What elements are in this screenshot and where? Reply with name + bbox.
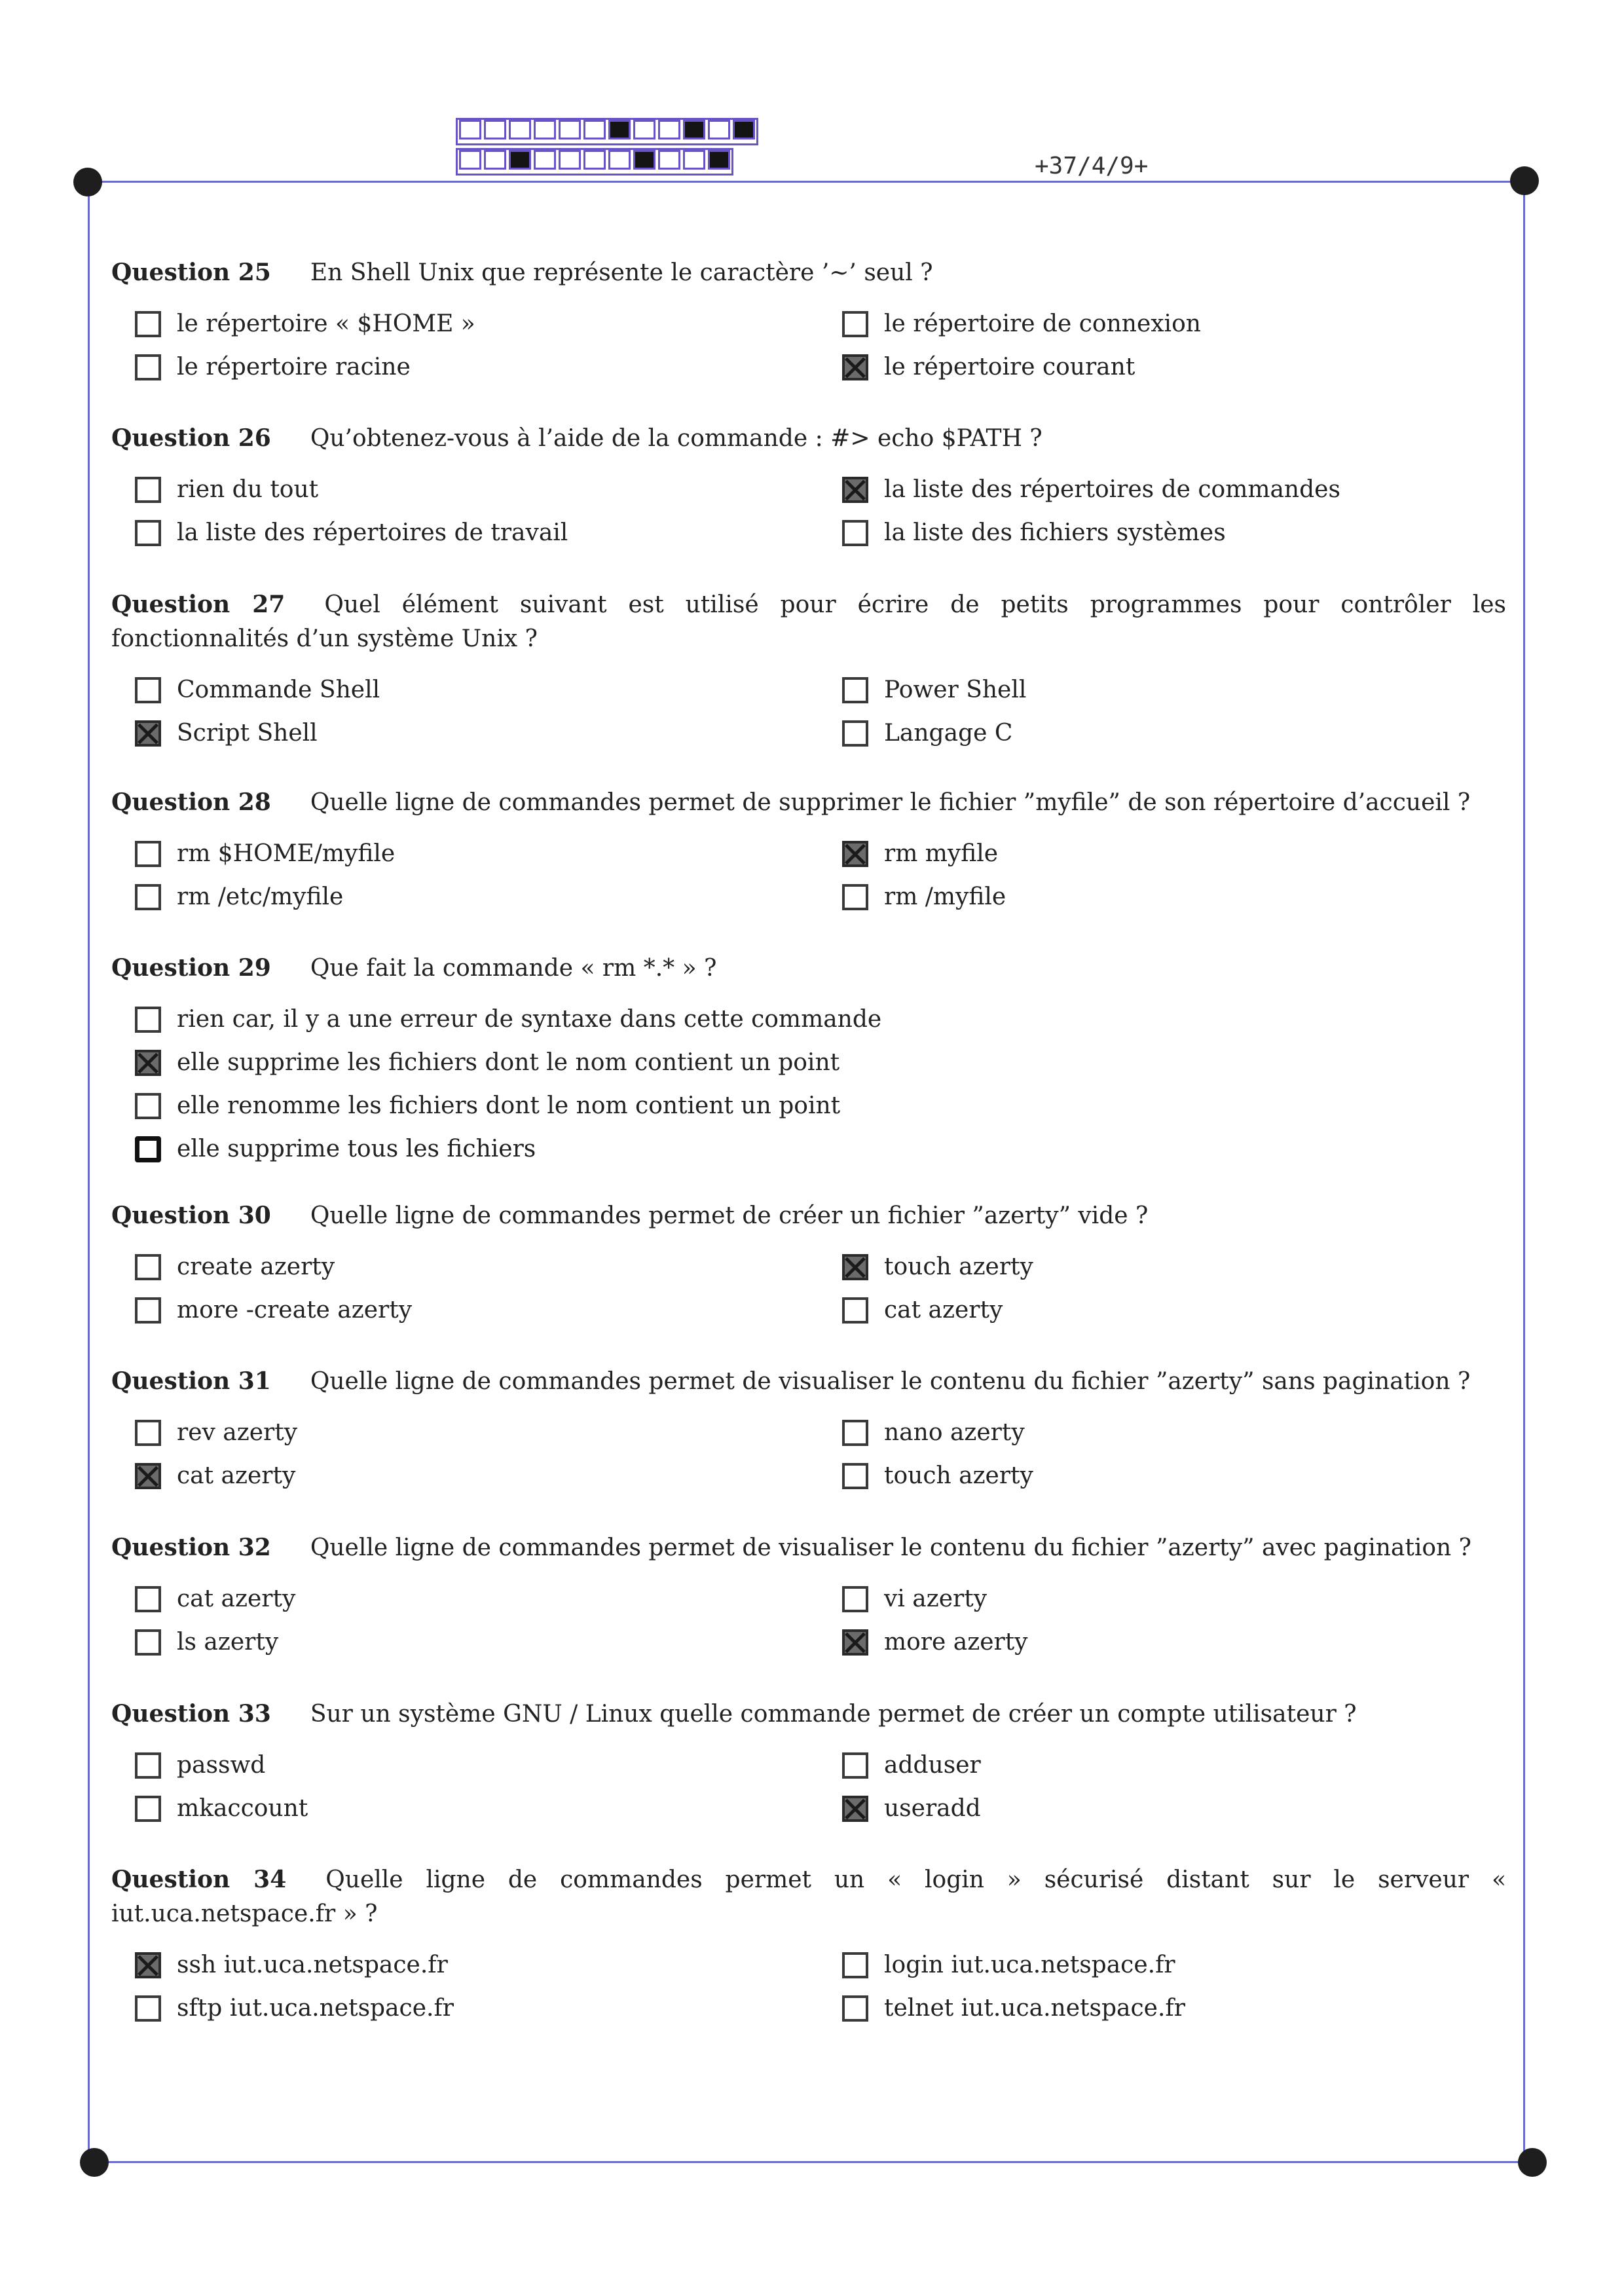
code-cell	[708, 150, 730, 170]
answer-label: rien du tout	[177, 476, 319, 503]
answer-label: more -create azerty	[177, 1297, 413, 1324]
answer-label: le répertoire racine	[177, 354, 411, 380]
answer-label: Script Shell	[177, 720, 318, 747]
answer-option[interactable]	[111, 1417, 819, 1449]
answer-list	[111, 838, 1506, 913]
answer-label: login iut.uca.netspace.fr	[884, 1952, 1175, 1978]
empty-checkbox-icon[interactable]	[135, 1136, 161, 1162]
question-text: Quel élément suivant est utilisé pour écrire de petits programmes pour contrôler les fonctionnalités d’un système Unix ?	[111, 591, 1507, 652]
question-text: Quelle ligne de commandes permet de visualiser le contenu du fichier ”azerty” sans pagination ?	[310, 1368, 1471, 1395]
checked-box-icon[interactable]	[842, 1629, 868, 1656]
question-heading	[111, 1530, 1506, 1565]
code-cell	[509, 120, 531, 139]
empty-checkbox-icon[interactable]	[135, 1007, 161, 1033]
question-text: Quelle ligne de commandes permet de visualiser le contenu du fichier ”azerty” avec pagination ?	[310, 1534, 1471, 1561]
answer-option[interactable]	[111, 1134, 1506, 1165]
answer-label: rm /myfile	[884, 883, 1006, 910]
answer-label: mkaccount	[177, 1795, 308, 1822]
page-id: +37/4/9+	[1035, 153, 1149, 179]
empty-checkbox-icon[interactable]	[135, 1297, 161, 1324]
checked-box-icon[interactable]	[135, 720, 161, 747]
frame-top	[88, 181, 1523, 183]
answer-option[interactable]	[111, 1950, 819, 1981]
empty-checkbox-icon[interactable]	[135, 1752, 161, 1779]
empty-checkbox-icon[interactable]	[842, 1420, 868, 1446]
answer-label: sftp iut.uca.netspace.fr	[177, 1995, 454, 2022]
checked-box-icon[interactable]	[135, 1463, 161, 1489]
answer-label: la liste des répertoires de travail	[177, 519, 568, 546]
answer-label: rien car, il y a une erreur de syntaxe dans cette commande	[177, 1006, 882, 1033]
empty-checkbox-icon[interactable]	[135, 1093, 161, 1119]
question-block	[111, 1198, 1506, 1326]
answer-label: rm myfile	[884, 840, 999, 867]
code-cell	[633, 150, 655, 170]
code-cell	[708, 120, 730, 139]
page-code-row-bottom	[456, 148, 733, 176]
question-heading	[111, 951, 1506, 986]
answer-option[interactable]	[111, 474, 819, 506]
answer-option[interactable]	[111, 1750, 819, 1781]
empty-checkbox-icon[interactable]	[842, 1995, 868, 2022]
code-cell	[484, 120, 506, 139]
question-text: Quelle ligne de commandes permet de créer un fichier ”azerty” vide ?	[310, 1202, 1149, 1229]
answer-option[interactable]	[819, 1793, 1506, 1824]
question-block	[111, 1862, 1506, 2024]
empty-checkbox-icon[interactable]	[135, 354, 161, 380]
answer-label: cat azerty	[177, 1462, 296, 1489]
question-text: Qu’obtenez-vous à l’aide de la commande : #> echo $PATH ?	[310, 425, 1043, 452]
answer-label: Power Shell	[884, 676, 1027, 703]
question-number: Question 28	[111, 788, 271, 816]
question-heading	[111, 1364, 1506, 1399]
question-heading	[111, 1862, 1506, 1931]
empty-checkbox-icon[interactable]	[135, 841, 161, 867]
corner-mark-top-left	[73, 168, 102, 196]
answer-option[interactable]	[819, 1251, 1506, 1283]
answer-label: elle renomme les fichiers dont le nom contient un point	[177, 1092, 841, 1119]
empty-checkbox-icon[interactable]	[135, 677, 161, 703]
empty-checkbox-icon[interactable]	[842, 1297, 868, 1324]
empty-checkbox-icon[interactable]	[842, 720, 868, 747]
answer-label: rm /etc/myfile	[177, 883, 344, 910]
question-text: Que fait la commande « rm *.* » ?	[310, 955, 717, 982]
empty-checkbox-icon[interactable]	[135, 1629, 161, 1656]
corner-mark-top-right	[1510, 166, 1539, 195]
corner-mark-bottom-left	[80, 2148, 109, 2177]
answer-list	[111, 308, 1506, 383]
question-text: Sur un système GNU / Linux quelle commande permet de créer un compte utilisateur ?	[310, 1701, 1357, 1728]
answer-option[interactable]	[111, 1793, 819, 1824]
answer-option[interactable]	[819, 1583, 1506, 1615]
empty-checkbox-icon[interactable]	[135, 1995, 161, 2022]
answer-option[interactable]	[111, 1627, 819, 1658]
empty-checkbox-icon[interactable]	[842, 520, 868, 546]
code-cell	[534, 120, 556, 139]
answer-option[interactable]	[111, 1583, 819, 1615]
answer-option[interactable]	[819, 1460, 1506, 1492]
empty-checkbox-icon[interactable]	[135, 1254, 161, 1280]
empty-checkbox-icon[interactable]	[135, 1796, 161, 1822]
answer-option[interactable]	[111, 1251, 819, 1283]
answer-option[interactable]	[819, 517, 1506, 549]
code-cell	[683, 120, 705, 139]
answer-option[interactable]	[111, 881, 819, 913]
question-text: Quelle ligne de commandes permet un « login » sécurisé distant sur le serveur « iut.uca.netspace.fr » ?	[111, 1866, 1506, 1927]
answer-option[interactable]	[819, 881, 1506, 913]
question-number: Question 29	[111, 954, 271, 982]
code-cell	[733, 120, 755, 139]
empty-checkbox-icon[interactable]	[135, 884, 161, 910]
answer-option[interactable]	[819, 474, 1506, 506]
question-heading	[111, 255, 1506, 290]
question-heading	[111, 1198, 1506, 1233]
empty-checkbox-icon[interactable]	[842, 1586, 868, 1612]
empty-checkbox-icon[interactable]	[842, 1463, 868, 1489]
question-heading	[111, 785, 1506, 820]
answer-option[interactable]	[111, 517, 819, 549]
checked-box-icon[interactable]	[842, 354, 868, 380]
answer-label: telnet iut.uca.netspace.fr	[884, 1995, 1185, 2022]
question-heading	[111, 587, 1506, 656]
answer-label: cat azerty	[884, 1297, 1003, 1324]
empty-checkbox-icon[interactable]	[842, 677, 868, 703]
answer-option[interactable]	[819, 1950, 1506, 1981]
answer-option[interactable]	[819, 1993, 1506, 2024]
answer-label: cat azerty	[177, 1585, 296, 1612]
question-heading	[111, 1697, 1506, 1731]
code-cell	[559, 150, 581, 170]
answer-label: more azerty	[884, 1629, 1028, 1656]
answer-label: nano azerty	[884, 1419, 1025, 1446]
answer-label: elle supprime tous les fichiers	[177, 1136, 536, 1162]
empty-checkbox-icon[interactable]	[842, 1752, 868, 1779]
question-block	[111, 1364, 1506, 1492]
empty-checkbox-icon[interactable]	[135, 477, 161, 503]
question-block	[111, 951, 1506, 1165]
answer-label: Commande Shell	[177, 676, 380, 703]
checked-box-icon[interactable]	[135, 1952, 161, 1978]
empty-checkbox-icon[interactable]	[842, 311, 868, 337]
frame-right	[1523, 181, 1525, 2162]
frame-left	[88, 181, 90, 2162]
checked-box-icon[interactable]	[842, 841, 868, 867]
answer-label: le répertoire « $HOME »	[177, 310, 475, 337]
answer-list	[111, 474, 1506, 549]
code-cell	[583, 120, 606, 139]
answer-label: touch azerty	[884, 1462, 1033, 1489]
empty-checkbox-icon[interactable]	[135, 1420, 161, 1446]
answer-option[interactable]	[111, 718, 819, 749]
question-block	[111, 587, 1506, 749]
answer-option[interactable]	[111, 1004, 1506, 1035]
answer-list	[111, 675, 1506, 749]
question-number: Question 34	[111, 1866, 287, 1893]
answer-option[interactable]	[111, 1460, 819, 1492]
question-number: Question 25	[111, 259, 271, 286]
answer-option[interactable]	[111, 1295, 819, 1326]
answer-option[interactable]	[819, 1750, 1506, 1781]
answer-list	[111, 1251, 1506, 1326]
code-cell	[459, 150, 481, 170]
answer-label: ls azerty	[177, 1629, 279, 1656]
code-cell	[608, 120, 631, 139]
empty-checkbox-icon[interactable]	[135, 1586, 161, 1612]
answer-label: la liste des fichiers systèmes	[884, 519, 1226, 546]
answer-label: adduser	[884, 1752, 981, 1779]
frame-bottom	[94, 2161, 1532, 2163]
answer-label: create azerty	[177, 1253, 335, 1280]
answer-label: useradd	[884, 1795, 981, 1822]
answer-option[interactable]	[111, 1047, 1506, 1079]
question-number: Question 30	[111, 1202, 271, 1229]
code-cell	[683, 150, 705, 170]
answer-list	[111, 1950, 1506, 2024]
answer-list	[111, 1004, 1506, 1165]
checked-box-icon[interactable]	[842, 1254, 868, 1280]
answer-list	[111, 1583, 1506, 1658]
answer-list	[111, 1417, 1506, 1492]
answer-option[interactable]	[819, 718, 1506, 749]
answer-option[interactable]	[111, 1090, 1506, 1122]
answer-option[interactable]	[819, 1417, 1506, 1449]
question-number: Question 32	[111, 1534, 271, 1561]
answer-option[interactable]	[819, 1627, 1506, 1658]
answer-label: vi azerty	[884, 1585, 987, 1612]
answer-option[interactable]	[819, 675, 1506, 706]
code-cell	[484, 150, 506, 170]
answer-label: rm $HOME/myfile	[177, 840, 396, 867]
question-block	[111, 1697, 1506, 1824]
answer-option[interactable]	[819, 838, 1506, 870]
answer-option[interactable]	[111, 308, 819, 340]
empty-checkbox-icon[interactable]	[842, 1952, 868, 1978]
code-cell	[559, 120, 581, 139]
answer-label: ssh iut.uca.netspace.fr	[177, 1952, 448, 1978]
question-number: Question 27	[111, 591, 286, 618]
answer-option[interactable]	[111, 1993, 819, 2024]
question-number: Question 31	[111, 1367, 271, 1395]
question-number: Question 33	[111, 1700, 271, 1728]
answer-label: le répertoire de connexion	[884, 310, 1201, 337]
answer-label: elle supprime les fichiers dont le nom contient un point	[177, 1049, 840, 1076]
answer-option[interactable]	[819, 352, 1506, 383]
answer-option[interactable]	[111, 352, 819, 383]
answer-label: passwd	[177, 1752, 266, 1779]
question-block	[111, 421, 1506, 549]
answer-option[interactable]	[111, 838, 819, 870]
checked-box-icon[interactable]	[135, 1050, 161, 1076]
answer-option[interactable]	[819, 1295, 1506, 1326]
answer-list	[111, 1750, 1506, 1824]
code-cell	[633, 120, 655, 139]
code-cell	[534, 150, 556, 170]
answer-option[interactable]	[111, 675, 819, 706]
code-cell	[509, 150, 531, 170]
answer-label: rev azerty	[177, 1419, 298, 1446]
answer-label: Langage C	[884, 720, 1013, 747]
question-block	[111, 1530, 1506, 1658]
code-cell	[608, 150, 631, 170]
page-code-row-top	[456, 118, 758, 145]
question-number: Question 26	[111, 424, 271, 452]
answer-label: le répertoire courant	[884, 354, 1135, 380]
checked-box-icon[interactable]	[842, 477, 868, 503]
code-cell	[658, 120, 680, 139]
question-block	[111, 785, 1506, 913]
question-heading	[111, 421, 1506, 456]
question-block	[111, 255, 1506, 383]
code-cell	[459, 120, 481, 139]
empty-checkbox-icon[interactable]	[842, 884, 868, 910]
answer-label: touch azerty	[884, 1253, 1033, 1280]
code-cell	[658, 150, 680, 170]
empty-checkbox-icon[interactable]	[135, 311, 161, 337]
answer-option[interactable]	[819, 308, 1506, 340]
empty-checkbox-icon[interactable]	[135, 520, 161, 546]
code-cell	[583, 150, 606, 170]
question-text: Quelle ligne de commandes permet de supprimer le fichier ”myfile” de son répertoire d’accueil ?	[310, 789, 1471, 816]
corner-mark-bottom-right	[1518, 2148, 1547, 2177]
question-text: En Shell Unix que représente le caractère ’∼’ seul ?	[310, 259, 933, 286]
answer-label: la liste des répertoires de commandes	[884, 476, 1340, 503]
checked-box-icon[interactable]	[842, 1796, 868, 1822]
